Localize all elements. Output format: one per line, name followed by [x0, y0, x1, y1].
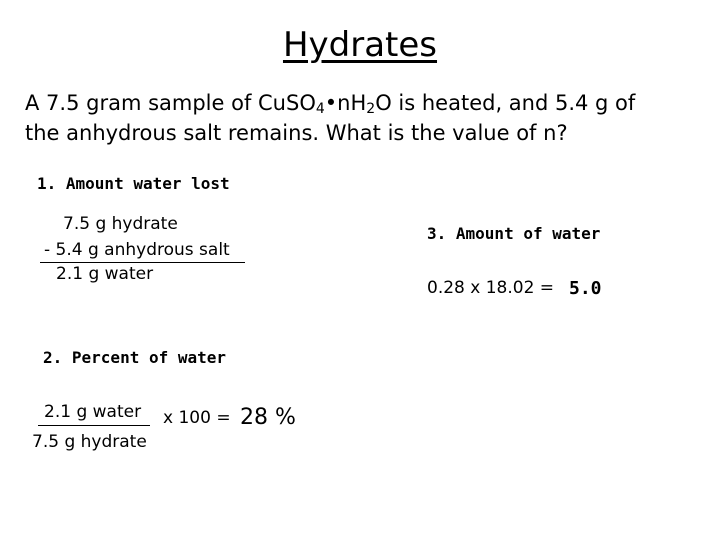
- step2-heading: 2. Percent of water: [43, 348, 227, 367]
- problem-line-1: A 7.5 gram sample of $CuSO_4•nH_2O$ is heated, and 5.4 g of: [25, 91, 636, 117]
- step1-water-mass: 2.1 g water: [56, 264, 154, 284]
- slide-title: Hydrates: [282, 25, 438, 65]
- step2-result: 28 %: [240, 405, 296, 430]
- step1-anhydrous-mass: - 5.4 g anhydrous salt: [44, 240, 230, 260]
- step1-hydrate-mass: 7.5 g hydrate: [63, 214, 178, 234]
- fraction-bar: [38, 425, 150, 426]
- problem-statement: [25, 88, 635, 148]
- step2-denominator: 7.5 g hydrate: [32, 432, 147, 452]
- step3-expression: 0.28 x 18.02 =: [427, 278, 555, 298]
- step3-result: 5.0: [569, 278, 602, 299]
- problem-line-2: the anhydrous salt remains. What is the value of n?: [25, 121, 568, 145]
- step2-multiplier: x 100 =: [163, 408, 231, 428]
- step2-numerator: 2.1 g water: [44, 402, 142, 422]
- step3-heading: 3. Amount of water: [427, 224, 601, 243]
- subtraction-line: [40, 262, 245, 263]
- step1-heading: 1. Amount water lost: [37, 174, 230, 193]
